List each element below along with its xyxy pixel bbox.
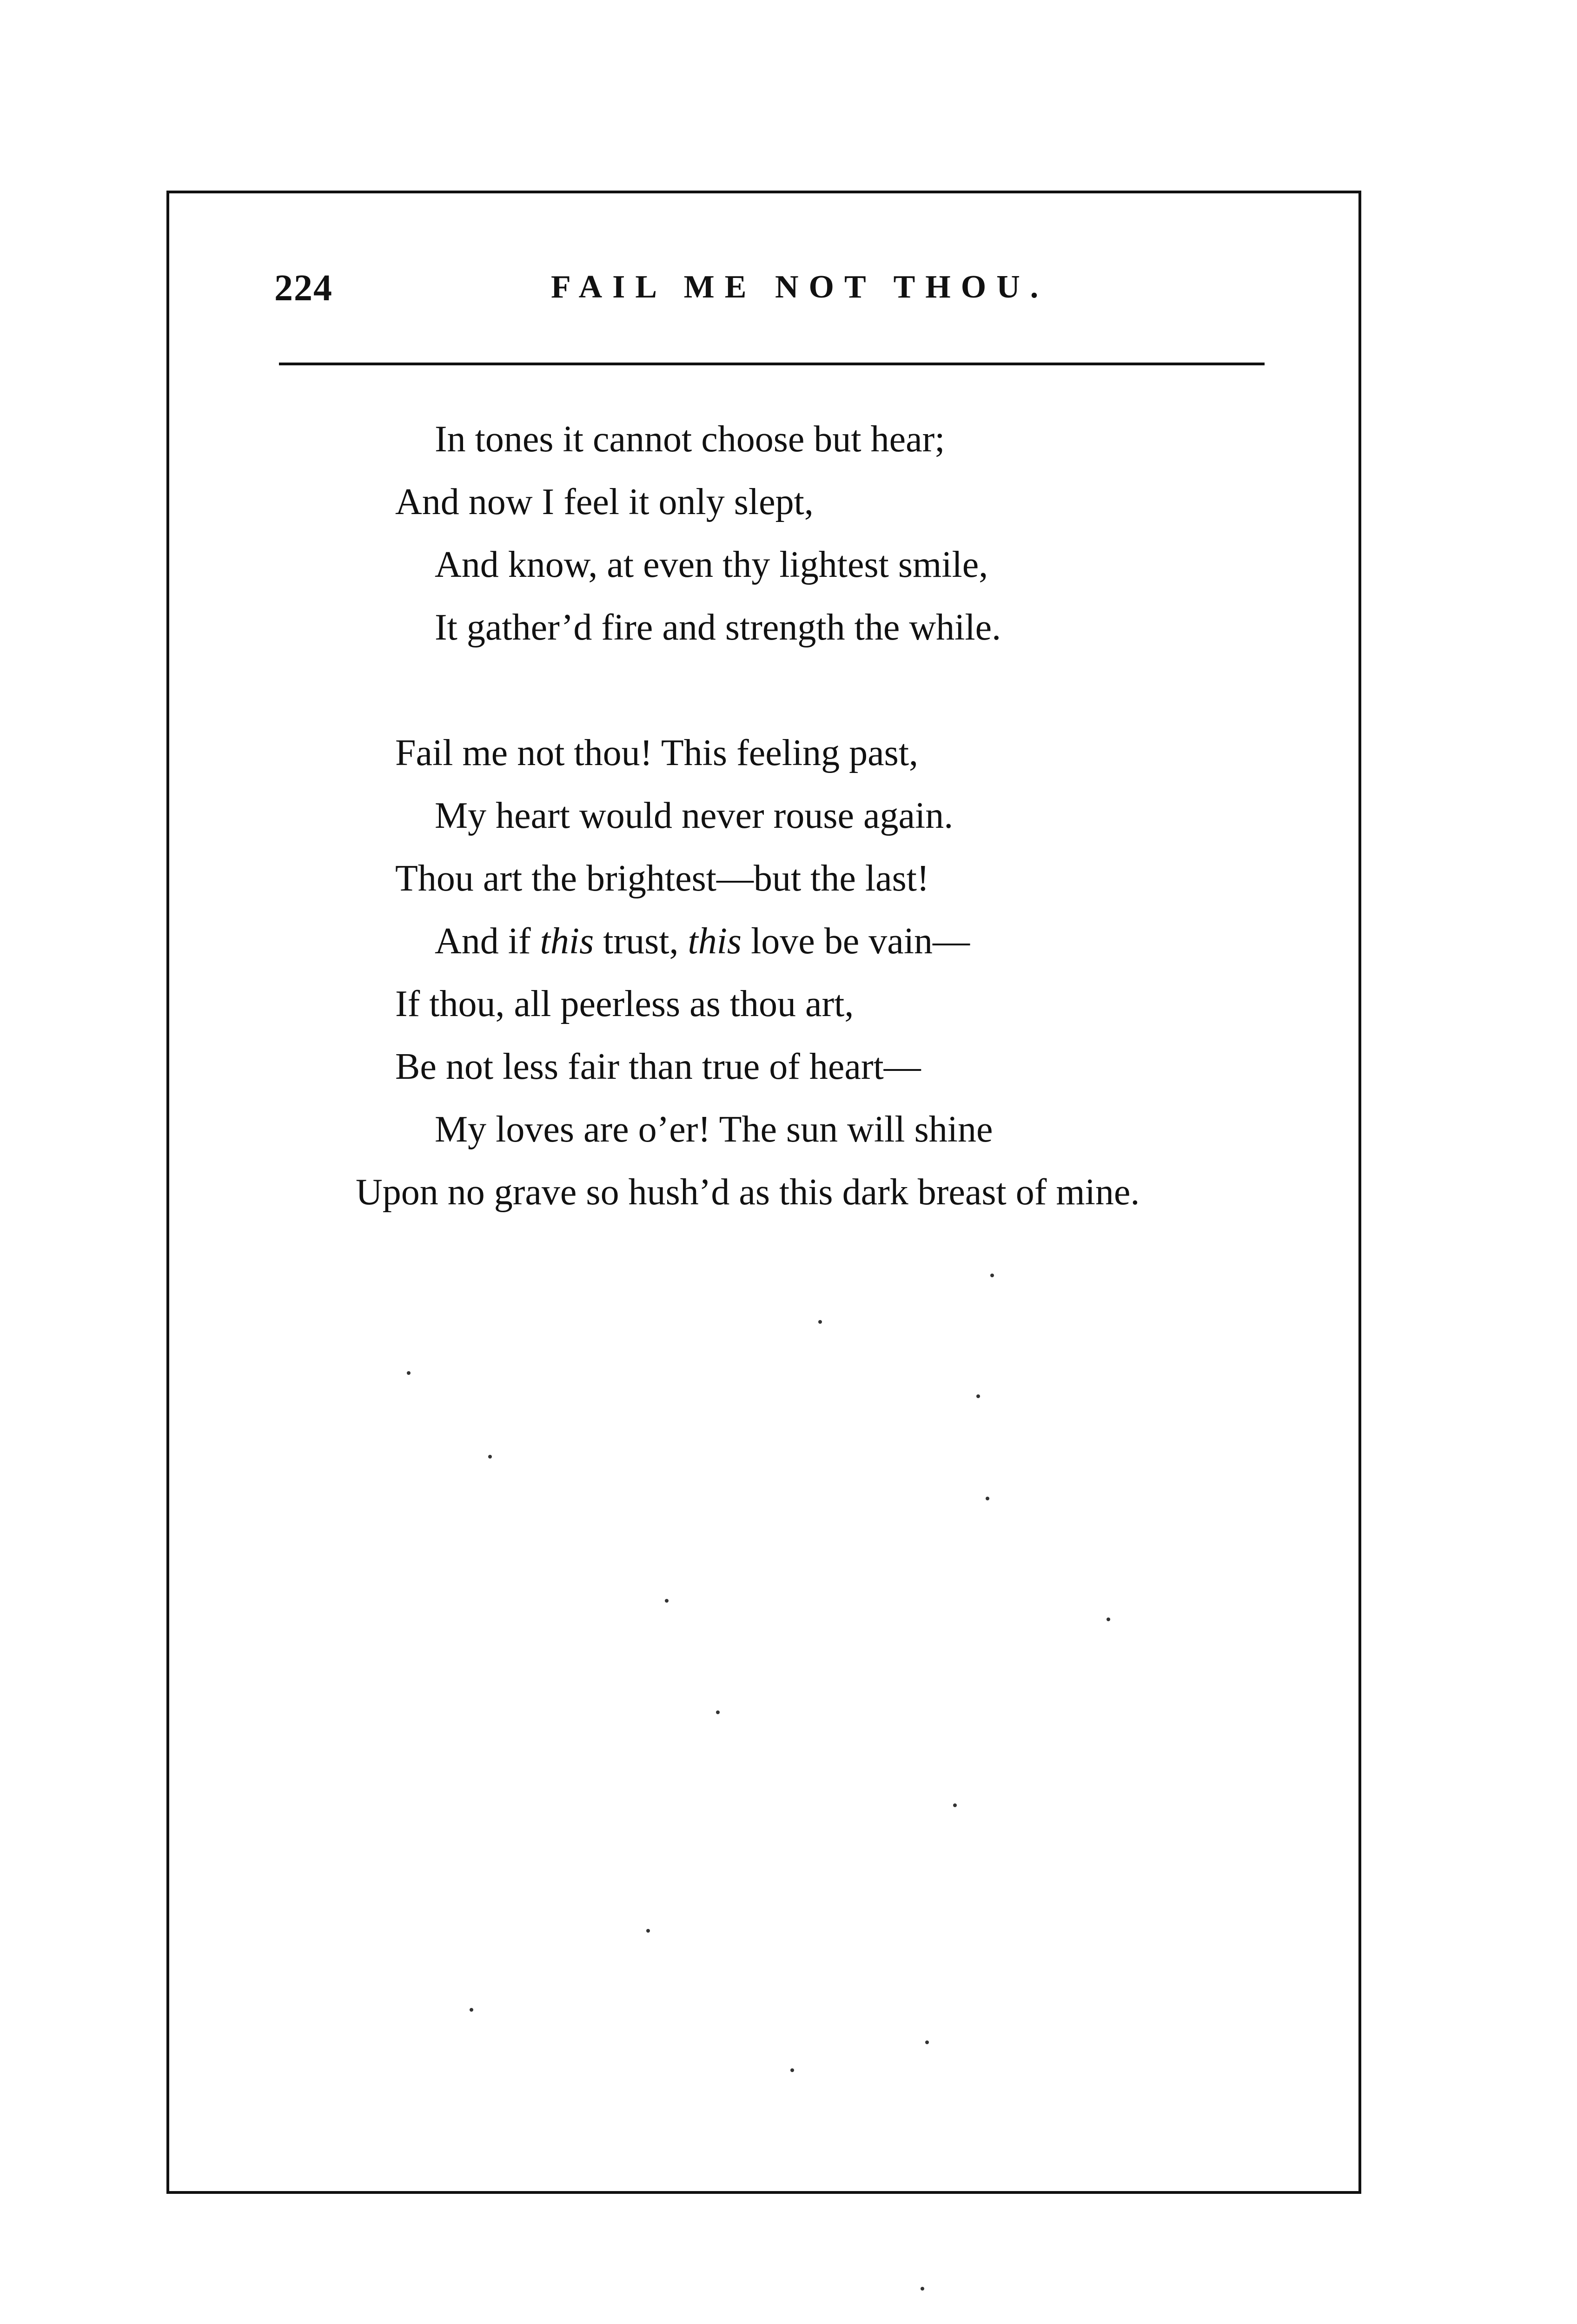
emphasis-text: this [540,921,594,962]
poem-line: In tones it cannot choose but hear; [435,419,945,460]
poem-line: Be not less fair than true of heart— [395,1046,921,1087]
header-rule [279,363,1265,365]
poem-line [435,923,970,960]
poem-text: And if [435,921,540,962]
poem-line: My loves are o’er! The sun will shine [435,1109,993,1150]
poem-line: Upon no grave so hush’d as this dark breast of mine. [356,1172,1140,1213]
page-number: 224 [274,268,333,309]
poem-line: Thou art the brightest—but the last! [395,858,929,899]
poem-line: My heart would never rouse again. [435,795,954,836]
speck [921,2287,924,2291]
speck [646,1929,650,1933]
speck [488,1455,492,1459]
speck [976,1394,980,1398]
poem-line: If thou, all peerless as thou art, [395,984,854,1024]
speck [716,1710,720,1714]
poem-line: Fail me not thou! This feeling past, [395,733,919,773]
poem-text: love be vain— [742,921,970,962]
speck [665,1599,669,1603]
running-head-title: FAIL ME NOT THOU. [551,269,1049,305]
speck [990,1274,994,1277]
speck [986,1497,989,1500]
speck [818,1320,822,1324]
poem-line: And know, at even thy lightest smile, [435,544,988,585]
speck [925,2040,929,2044]
poem-line: It gather’d fire and strength the while. [435,607,1001,648]
speck [790,2068,794,2072]
poem-text: trust, [594,921,688,962]
speck [1107,1618,1110,1621]
speck [407,1371,411,1375]
emphasis-text: this [688,921,742,962]
speck [953,1803,957,1807]
poem-line: And now I feel it only slept, [395,482,814,522]
speck [470,2008,473,2012]
